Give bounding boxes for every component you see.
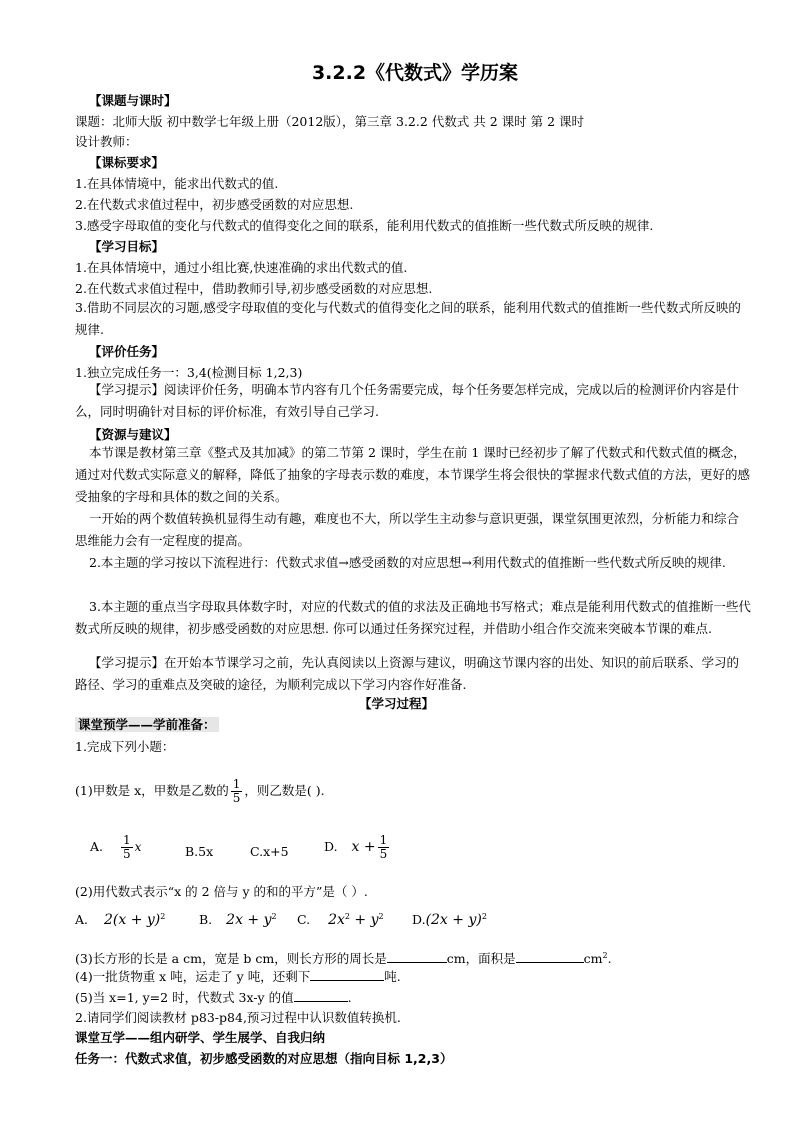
prestudy-label: 课堂预学——学前准备： bbox=[75, 717, 219, 732]
q1-option-b: B.5x bbox=[185, 844, 214, 859]
question-3: (3)长方形的长是 a cm，宽是 b cm，则长方形的周长是 cm，面积是 $cm^2$. bbox=[75, 951, 612, 967]
q2-option-c: C. $2x^2 + y^2$ bbox=[297, 912, 384, 929]
prestudy-heading bbox=[75, 717, 219, 733]
q1-option-d: D. x + $\frac{1}{5}$ bbox=[324, 833, 388, 861]
answer-blank[interactable] bbox=[387, 950, 447, 963]
heading-eval: 【评价任务】 bbox=[89, 344, 165, 359]
resource-paragraph: 3.本主题的重点当字母取具体数字时，对应的代数式的值的求法及正确地书写格式；难点是能利用代数式的值推断一些代数式所反映的规律，初步感受函数的对应思想. 你可以通过任务探究过程，并借助小组合作交流来突破本节课的难点. bbox=[75, 599, 751, 636]
q1-prefix: (1)甲数是 x，甲数是乙数的 bbox=[75, 783, 229, 798]
question-intro: 1.完成下列小题： bbox=[75, 739, 175, 754]
q2-option-a: A. $2(x + y)^2$ bbox=[75, 912, 166, 929]
resource-tip: 【学习提示】在开始本节课学习之前，先认真阅读以上资源与建议，明确这节课内容的出处、知识的前后联系、学习的路径、学习的重难点及突破的途径，为顺利完成以下学习内容作好准备. bbox=[75, 655, 740, 692]
heading-resources: 【资源与建议】 bbox=[89, 427, 177, 442]
q2-option-b: B. $2x + y^2$ bbox=[199, 912, 277, 929]
eval-tip: 【学习提示】阅读评价任务，明确本节内容有几个任务需要完成，每个任务要怎样完成，完成以后的检测评价内容是什么，同时明确针对目标的评价标准，有效引导自己学习. bbox=[75, 382, 740, 419]
question-preview: 2.请同学们阅读教材 p83-p84,预习过程中认识数值转换机. bbox=[75, 1010, 401, 1025]
q1-option-c: C.x+5 bbox=[250, 844, 289, 859]
question-2: (2)用代数式表示“x 的 2 倍与 y 的和的平方”是（ ）. bbox=[75, 884, 368, 899]
question-4: (4)一批货物重 x 吨，运走了 y 吨，还剩下 吨. bbox=[75, 969, 401, 984]
goal-item: 2.在代数式求值过程中，借助教师引导,初步感受函数的对应思想. bbox=[75, 281, 433, 296]
question-5: (5)当 x=1, y=2 时，代数式 3x-y 的值 . bbox=[75, 990, 352, 1005]
q1-option-a: A. $\frac{1}{5}$ x bbox=[90, 833, 142, 861]
q2-option-d: $D.(2x + y)^2$ bbox=[412, 912, 487, 929]
heading-process: 【学习过程】 bbox=[359, 696, 435, 711]
answer-blank[interactable] bbox=[294, 989, 348, 1002]
course-line: 课题：北师大版 初中数学七年级上册（2012版），第三章 3.2.2 代数式 共 2 课时 第 2 课时 bbox=[75, 114, 585, 129]
heading-standards: 【课标要求】 bbox=[89, 155, 165, 170]
resource-paragraph: 一开始的两个数值转换机显得生动有趣，难度也不大，所以学生主动参与意识更强，课堂氛围更浓烈，分析能力和综合思维能力会有一定程度的提高。 bbox=[75, 511, 740, 548]
q1-suffix: ，则乙数是( ). bbox=[244, 783, 325, 798]
designer-line: 设计教师： bbox=[75, 134, 138, 149]
document-title: 3.2.2《代数式》学历案 bbox=[311, 62, 519, 84]
goal-item: 1.在具体情境中，通过小组比赛,快速准确的求出代数式的值. bbox=[75, 260, 408, 275]
answer-blank[interactable] bbox=[516, 950, 584, 963]
heading-course: 【课题与课时】 bbox=[89, 93, 177, 108]
question-1 bbox=[75, 778, 325, 805]
standard-item: 3.感受字母取值的变化与代数式的值得变化之间的联系，能利用代数式的值推断一些代数式所反映的规律. bbox=[75, 218, 654, 233]
task-1-heading: 任务一：代数式求值，初步感受函数的对应思想（指向目标 1,2,3） bbox=[75, 1051, 453, 1066]
interact-heading: 课堂互学——组内研学、学生展学、自我归纳 bbox=[75, 1030, 326, 1045]
resource-paragraph: 本节课是教材第三章《整式及其加减》的第二节第 2 课时，学生在前 1 课时已经初步了解了代数式和代数式值的概念，通过对代数式实际意义的解释，降低了抽象的字母表示数的难度，本节课学生将会很快的掌握求代数式值的方法，更好的感受抽象的字母和具体的数之间的关系。 bbox=[75, 445, 751, 504]
q1-fraction: $\frac{1}{5}$ bbox=[232, 777, 241, 805]
standard-item: 2.在代数式求值过程中，初步感受函数的对应思想. bbox=[75, 197, 354, 212]
answer-blank[interactable] bbox=[310, 968, 384, 981]
eval-item: 1.独立完成任务一：3,4(检测目标 1,2,3) bbox=[75, 365, 303, 380]
standard-item: 1.在具体情境中，能求出代数式的值. bbox=[75, 176, 279, 191]
goal-item: 3.借助不同层次的习题,感受字母取值的变化与代数式的值得变化之间的联系，能利用代数式的值推断一些代数式所反映的规律. bbox=[75, 300, 741, 337]
resource-paragraph: 2.本主题的学习按以下流程进行：代数式求值→感受函数的对应思想→利用代数式的值推断一些代数式所反映的规律. bbox=[89, 555, 726, 570]
heading-goals: 【学习目标】 bbox=[89, 239, 165, 254]
